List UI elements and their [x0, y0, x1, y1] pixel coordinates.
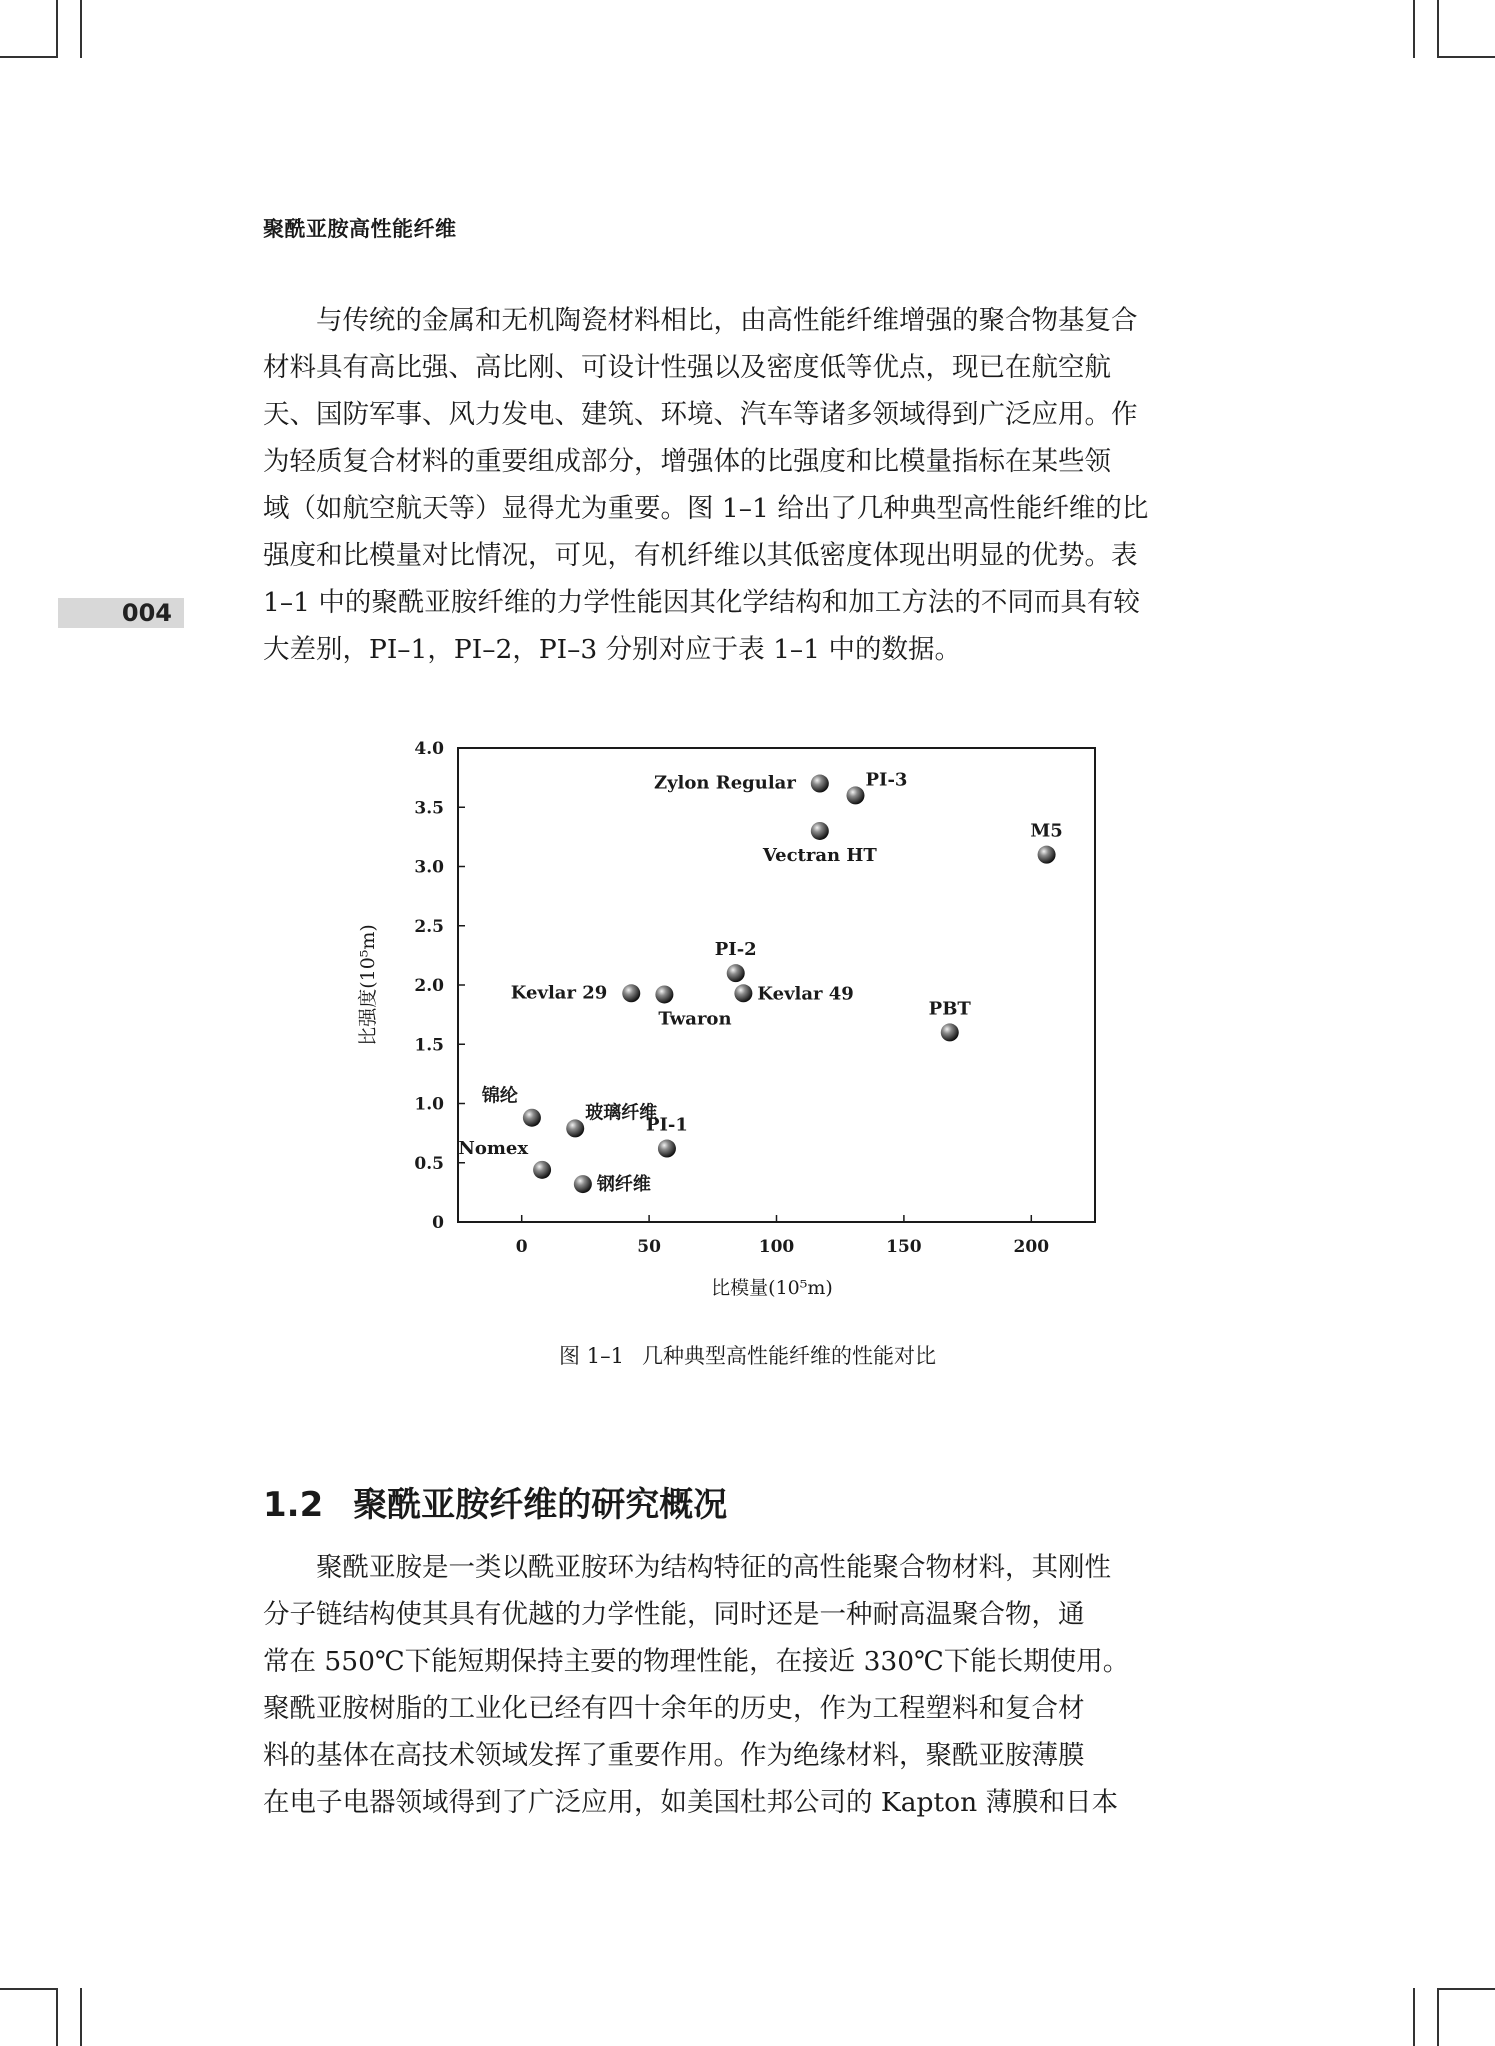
x-tick-label: 150: [886, 1237, 922, 1257]
data-point-label: Kevlar 29: [510, 982, 608, 1004]
text-line: 1–1 中的聚酰亚胺纤维的力学性能因其化学结构和加工方法的不同而具有较: [263, 587, 1140, 618]
crop-mark: [1413, 0, 1415, 58]
figure-number: 图 1–1: [559, 1344, 624, 1368]
data-point-label: Nomex: [458, 1137, 529, 1159]
crop-mark: [56, 0, 58, 58]
data-point: [811, 822, 829, 840]
x-tick-label: 200: [1013, 1237, 1050, 1257]
data-point: [727, 964, 745, 982]
data-point-label: Twaron: [658, 1008, 732, 1030]
text-line: 料的基体在高技术领域发挥了重要作用。作为绝缘材料，聚酰亚胺薄膜: [263, 1740, 1085, 1771]
x-tick-label: 100: [758, 1237, 795, 1257]
y-tick-label: 0: [432, 1213, 444, 1233]
data-point: [622, 984, 640, 1002]
data-point: [566, 1119, 584, 1137]
figure-caption: [0, 1340, 1495, 1370]
x-tick-label: 50: [637, 1237, 661, 1257]
crop-mark: [0, 56, 58, 58]
section-title: 聚酰亚胺纤维的研究概况: [353, 1485, 728, 1525]
page-number: 004: [121, 599, 172, 627]
data-point: [533, 1161, 551, 1179]
crop-mark: [1437, 0, 1439, 58]
data-point-label: PBT: [928, 998, 971, 1020]
x-tick-label: 0: [515, 1237, 528, 1257]
text-line: 大差别，PI–1，PI–2，PI–3 分别对应于表 1–1 中的数据。: [263, 634, 961, 665]
x-axis-label: 比模量(10⁵m): [711, 1277, 833, 1299]
running-header: 聚酰亚胺高性能纤维: [263, 217, 457, 241]
data-point-label: Kevlar 49: [757, 983, 854, 1005]
y-tick-label: 3.5: [414, 798, 444, 819]
data-point-label: PI-3: [865, 769, 908, 791]
y-tick-label: 1.5: [414, 1035, 444, 1056]
y-tick-label: 2.5: [414, 916, 444, 937]
crop-mark: [56, 1988, 58, 2046]
data-point: [941, 1023, 959, 1041]
text-line: 分子链结构使其具有优越的力学性能，同时还是一种耐高温聚合物，通: [263, 1599, 1085, 1630]
text-line: 强度和比模量对比情况，可见，有机纤维以其低密度体现出明显的优势。表: [263, 540, 1138, 571]
data-point-label: M5: [1030, 820, 1063, 842]
crop-mark: [1413, 1988, 1415, 2046]
section-heading: [263, 1477, 727, 1526]
scatter-chart: [350, 730, 1130, 1320]
text-line: 在电子电器领域得到了广泛应用，如美国杜邦公司的 Kapton 薄膜和日本: [263, 1787, 1119, 1818]
text-line: 常在 550℃下能短期保持主要的物理性能，在接近 330℃下能长期使用。: [263, 1646, 1130, 1677]
crop-mark: [1437, 1988, 1439, 2046]
crop-mark: [1437, 56, 1495, 58]
data-point: [1038, 846, 1056, 864]
y-tick-label: 1.0: [414, 1094, 444, 1115]
text-line: 与传统的金属和无机陶瓷材料相比，由高性能纤维增强的聚合物基复合: [316, 305, 1138, 336]
y-tick-label: 4.0: [414, 739, 444, 759]
y-tick-label: 0.5: [414, 1153, 444, 1174]
figure-caption-text: 几种典型高性能纤维的性能对比: [641, 1344, 936, 1368]
data-point: [658, 1140, 676, 1158]
text-line: 聚酰亚胺树脂的工业化已经有四十余年的历史，作为工程塑料和复合材: [263, 1693, 1085, 1724]
y-tick-label: 3.0: [414, 857, 444, 878]
crop-mark: [1437, 1988, 1495, 1990]
data-point-label: Vectran HT: [762, 844, 877, 866]
data-point: [523, 1109, 541, 1127]
y-tick-label: 2.0: [414, 976, 444, 996]
data-point: [655, 985, 673, 1003]
data-point-label: Zylon Regular: [653, 772, 796, 794]
data-point-label: PI-1: [645, 1114, 688, 1136]
text-line: 材料具有高比强、高比刚、可设计性强以及密度低等优点，现已在航空航: [263, 352, 1111, 383]
data-point-label: 锦纶: [481, 1085, 518, 1107]
section-number: 1.2: [263, 1485, 324, 1525]
text-line: 天、国防军事、风力发电、建筑、环境、汽车等诸多领域得到广泛应用。作: [263, 399, 1138, 430]
data-point: [574, 1175, 592, 1193]
paragraph-overview: [263, 1544, 1233, 1826]
text-line: 域（如航空航天等）显得尤为重要。图 1–1 给出了几种典型高性能纤维的比: [263, 493, 1149, 524]
text-line: 聚酰亚胺是一类以酰亚胺环为结构特征的高性能聚合物材料，其刚性: [316, 1552, 1111, 1583]
page-number-tab: [58, 598, 184, 628]
paragraph-intro: [263, 297, 1233, 673]
crop-mark: [0, 1988, 58, 1990]
data-point: [846, 786, 864, 804]
data-point: [811, 775, 829, 793]
text-line: 为轻质复合材料的重要组成部分，增强体的比强度和比模量指标在某些领: [263, 446, 1111, 477]
crop-mark: [80, 1988, 82, 2046]
data-point-label: PI-2: [714, 939, 757, 961]
data-point: [734, 984, 752, 1002]
y-axis-label: 比强度(10⁵m): [357, 924, 379, 1046]
crop-mark: [80, 0, 82, 58]
data-point-label: 玻璃纤维: [585, 1102, 658, 1124]
data-point-label: 钢纤维: [596, 1174, 651, 1196]
